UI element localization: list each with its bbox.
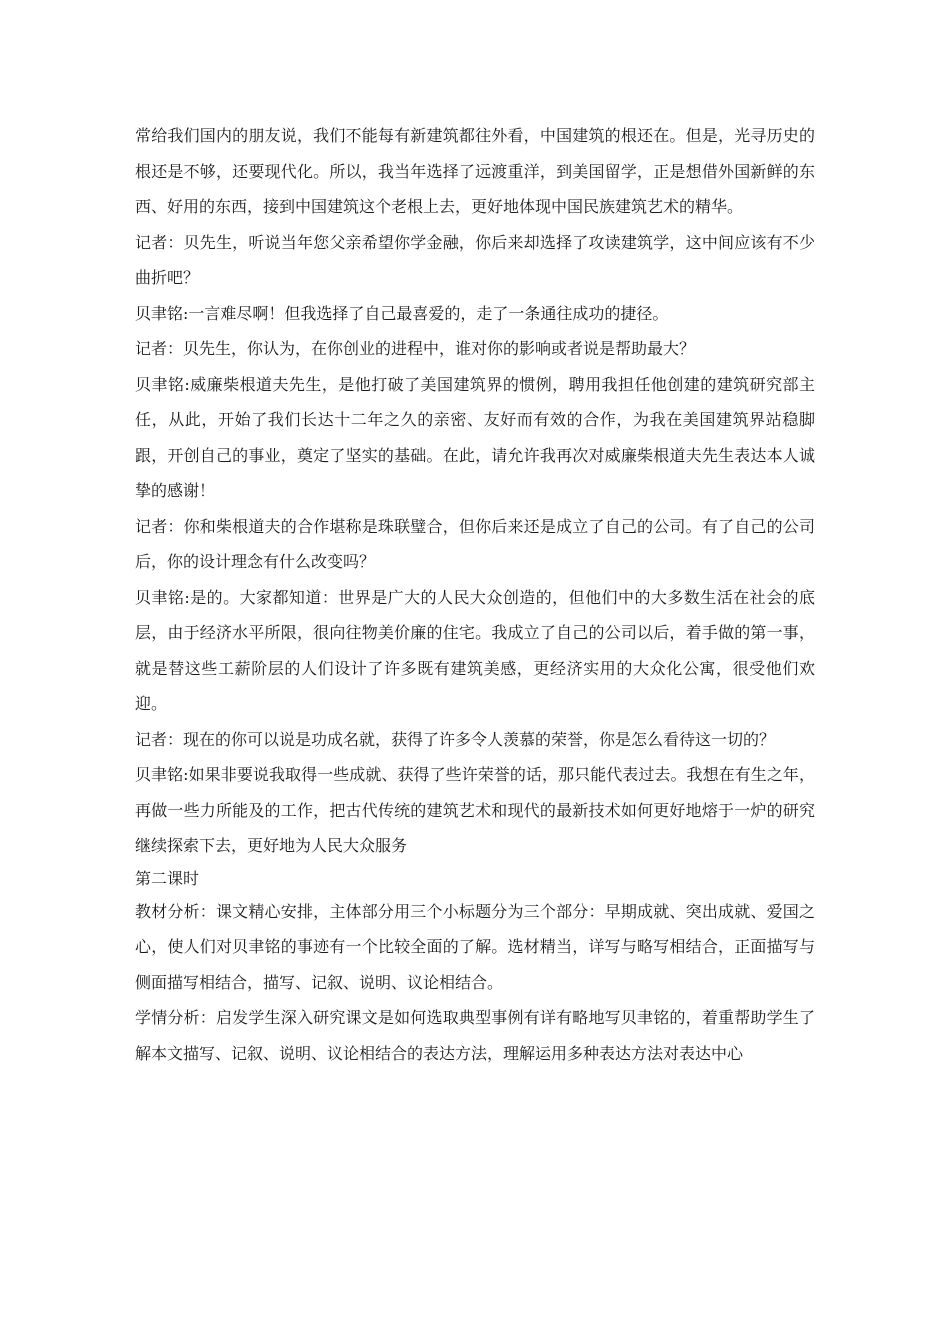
paragraph-10: 教材分析：课文精心安排，主体部分用三个小标题分为三个部分：早期成就、突出成就、爱国之心，使人们对贝聿铭的事迹有一个比较全面的了解。选材精当，详写与略写相结合，正面描写与侧面描写相结合，描写、记叙、说明、议论相结合。 bbox=[135, 901, 815, 992]
section-heading-lesson-2: 第二课时 bbox=[135, 868, 200, 888]
paragraph-11: 学情分析：启发学生深入研究课文是如何选取典型事例有详有略地写贝聿铭的，着重帮助学生了解本文描写、记叙、说明、议论相结合的表达方法，理解运用多种表达方法对表达中心 bbox=[135, 1008, 815, 1063]
paragraph-4: 记者：贝先生，你认为，在你创业的进程中，谁对你的影响或者说是帮助最大？ bbox=[135, 339, 696, 358]
paragraph-5: 贝聿铭:威廉柴根道夫先生，是他打破了美国建筑界的惯例，聘用我担任他创建的建筑研究部主任，从此，开始了我们长达十二年之久的亲密、友好而有效的合作，为我在美国建筑界站稳脚跟，开创自己的事业，奠定了坚实的基础。在此，请允许我再次对威廉柴根道夫先生表达本人诚挚的感谢！ bbox=[135, 374, 815, 500]
paragraph-3: 贝聿铭:一言难尽啊！但我选择了自己最喜爱的，走了一条通往成功的捷径。 bbox=[135, 303, 669, 323]
document-body bbox=[135, 118, 815, 1071]
paragraph-6: 记者：你和柴根道夫的合作堪称是珠联璧合，但你后来还是成立了自己的公司。有了自己的公司后，你的设计理念有什么改变吗？ bbox=[135, 516, 815, 571]
paragraph-7: 贝聿铭:是的。大家都知道：世界是广大的人民大众创造的，但他们中的大多数生活在社会的底层，由于经济水平所限，很向往物美价廉的住宅。我成立了自己的公司以后，着手做的第一事，就是替这些工薪阶层的人们设计了许多既有建筑美感，更经济实用的大众化公寓，很受他们欢迎。 bbox=[135, 587, 815, 713]
paragraph-8: 记者：现在的你可以说是功成名就，获得了许多令人羡慕的荣誉，你是怎么看待这一切的？ bbox=[135, 729, 776, 749]
paragraph-2: 记者：贝先生，听说当年您父亲希望你学金融，你后来却选择了攻读建筑学，这中间应该有不少曲折吧？ bbox=[135, 232, 815, 287]
paragraph-1: 常给我们国内的朋友说，我们不能每有新建筑都往外看，中国建筑的根还在。但是，光寻历史的根还是不够，还要现代化。所以，我当年选择了远渡重洋，到美国留学，正是想借外国新鲜的东西、好用的东西，接到中国建筑这个老根上去，更好地体现中国民族建筑艺术的精华。 bbox=[135, 126, 815, 216]
paragraph-9: 贝聿铭:如果非要说我取得一些成就、获得了些许荣誉的话，那只能代表过去。我想在有生之年，再做一些力所能及的工作，把古代传统的建筑艺术和现代的最新技术如何更好地熔于一炉的研究继续探索下去，更好地为人民大众服务 bbox=[135, 765, 815, 855]
